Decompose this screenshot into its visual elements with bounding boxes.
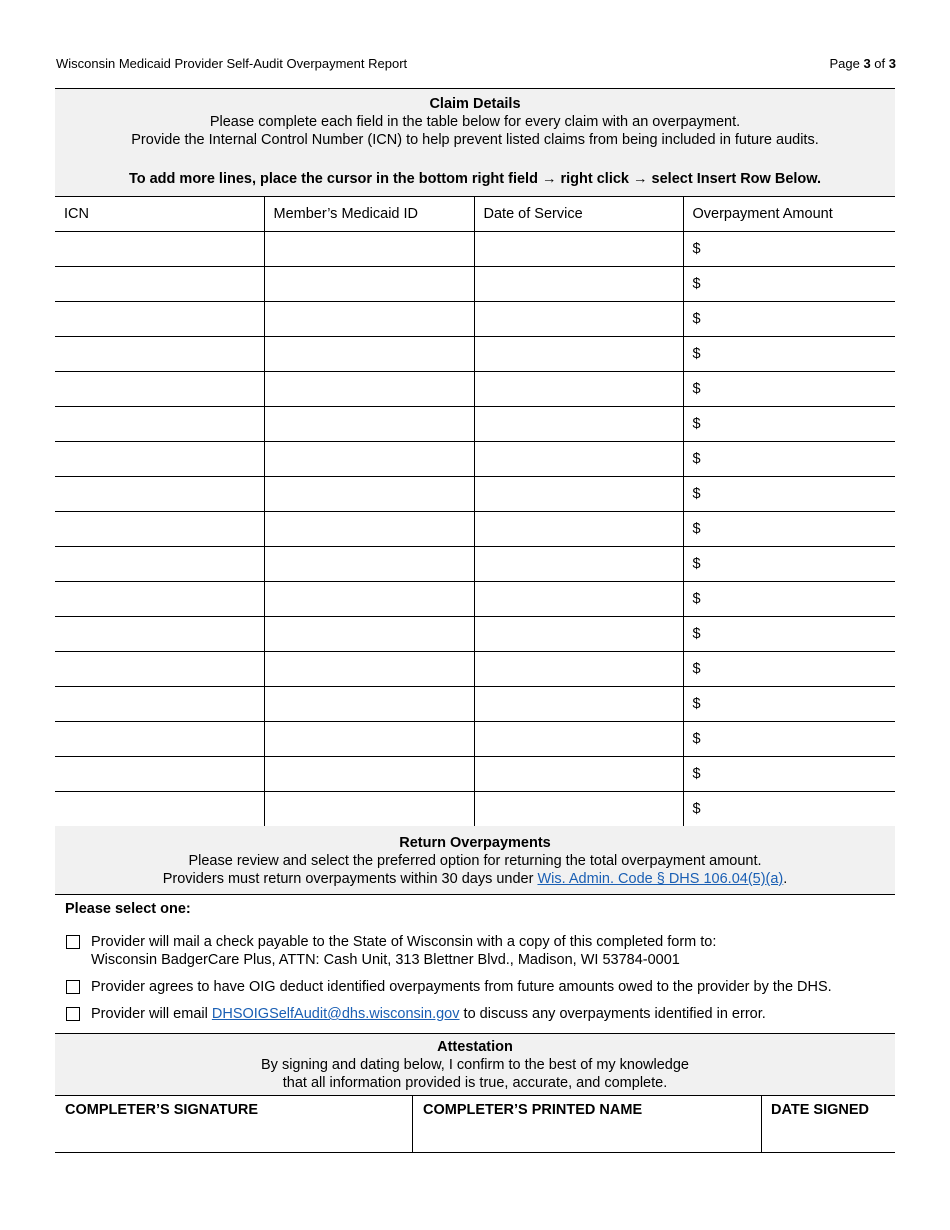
icn-cell[interactable] <box>55 512 264 547</box>
return-overpayments-line1: Please review and select the preferred option for returning the total overpayment amount. <box>188 853 762 869</box>
claim-details-line1: Please complete each field in the table below for every claim with an overpayment. <box>209 114 741 130</box>
mail-check-line1: Provider will mail a check payable to the State of Wisconsin with a copy of this completed form to: <box>91 934 717 950</box>
email-text <box>91 1005 766 1023</box>
overpayment-amount-cell[interactable] <box>683 512 895 547</box>
date-of-service-cell[interactable] <box>474 407 683 442</box>
table-row <box>55 232 895 267</box>
column-header-member-id: Member’s Medicaid ID <box>264 197 474 232</box>
member-id-cell[interactable] <box>264 442 474 477</box>
overpayment-amount-cell[interactable] <box>683 792 895 827</box>
member-id-cell[interactable] <box>264 337 474 372</box>
date-of-service-cell[interactable] <box>474 232 683 267</box>
date-of-service-cell[interactable] <box>474 477 683 512</box>
currency-symbol: $ <box>692 346 701 362</box>
mail-check-checkbox[interactable] <box>66 935 80 949</box>
icn-cell[interactable] <box>55 477 264 512</box>
overpayment-amount-cell[interactable] <box>683 582 895 617</box>
email-checkbox[interactable] <box>66 1007 80 1021</box>
page-number <box>829 56 896 71</box>
table-row <box>55 617 895 652</box>
page-total: 3 <box>888 56 896 71</box>
attestation-section <box>55 1034 895 1096</box>
overpayment-amount-cell[interactable] <box>683 302 895 337</box>
date-of-service-cell[interactable] <box>474 442 683 477</box>
currency-symbol: $ <box>692 381 701 397</box>
date-of-service-cell[interactable] <box>474 337 683 372</box>
date-of-service-cell[interactable] <box>474 512 683 547</box>
overpayment-amount-cell[interactable] <box>683 547 895 582</box>
table-row <box>55 267 895 302</box>
date-of-service-cell[interactable] <box>474 372 683 407</box>
table-row <box>55 372 895 407</box>
member-id-cell[interactable] <box>264 652 474 687</box>
overpayment-amount-cell[interactable] <box>683 652 895 687</box>
page-of: of <box>874 56 886 71</box>
attestation-line1: By signing and dating below, I confirm to the best of my knowledge <box>261 1057 689 1073</box>
overpayment-amount-cell[interactable] <box>683 232 895 267</box>
signature-label: COMPLETER’S SIGNATURE <box>65 1102 259 1118</box>
oig-deduct-checkbox[interactable] <box>66 980 80 994</box>
icn-cell[interactable] <box>55 652 264 687</box>
icn-cell[interactable] <box>55 687 264 722</box>
icn-cell[interactable] <box>55 792 264 827</box>
email-prefix: Provider will email <box>91 1006 212 1022</box>
member-id-cell[interactable] <box>264 302 474 337</box>
mail-check-line2: Wisconsin BadgerCare Plus, ATTN: Cash Unit, 313 Blettner Blvd., Madison, WI 53784-0001 <box>91 952 680 968</box>
member-id-cell[interactable] <box>264 757 474 792</box>
table-row <box>55 582 895 617</box>
attestation-title: Attestation <box>437 1039 513 1055</box>
return-overpayments-line2-prefix: Providers must return overpayments within 30 days under <box>162 871 538 887</box>
member-id-cell[interactable] <box>264 512 474 547</box>
overpayment-amount-cell[interactable] <box>683 757 895 792</box>
date-of-service-cell[interactable] <box>474 687 683 722</box>
return-overpayments-line2-suffix: . <box>783 871 788 887</box>
email-suffix: to discuss any overpayments identified in error. <box>459 1006 766 1022</box>
signature-field[interactable] <box>55 1096 412 1152</box>
table-row <box>55 407 895 442</box>
column-header-date-of-service: Date of Service <box>474 197 683 232</box>
member-id-cell[interactable] <box>264 267 474 302</box>
select-one-label: Please select one: <box>65 901 191 917</box>
table-row <box>55 652 895 687</box>
overpayment-amount-cell[interactable] <box>683 687 895 722</box>
dhs-code-link[interactable]: Wis. Admin. Code § DHS 106.04(5)(a) <box>537 871 784 887</box>
table-row <box>55 442 895 477</box>
claim-details-section <box>55 89 895 196</box>
email-link[interactable]: DHSOIGSelfAudit@dhs.wisconsin.gov <box>211 1006 460 1022</box>
date-of-service-cell[interactable] <box>474 547 683 582</box>
currency-symbol: $ <box>692 416 701 432</box>
oig-deduct-text: Provider agrees to have OIG deduct identified overpayments from future amounts owed to the provider by the DHS. <box>91 979 832 995</box>
currency-symbol: $ <box>692 661 701 677</box>
currency-symbol: $ <box>692 591 701 607</box>
date-of-service-cell[interactable] <box>474 302 683 337</box>
currency-symbol: $ <box>692 801 701 817</box>
overpayment-amount-cell[interactable] <box>683 722 895 757</box>
claim-details-instruction: To add more lines, place the cursor in the bottom right field → right click → select Insert Row Below. <box>128 171 822 187</box>
currency-symbol: $ <box>692 766 701 782</box>
claim-details-title: Claim Details <box>429 96 521 112</box>
icn-cell[interactable] <box>55 757 264 792</box>
icn-cell[interactable] <box>55 232 264 267</box>
member-id-cell[interactable] <box>264 547 474 582</box>
member-id-cell[interactable] <box>264 722 474 757</box>
currency-symbol: $ <box>692 311 701 327</box>
currency-symbol: $ <box>692 696 701 712</box>
currency-symbol: $ <box>692 556 701 572</box>
column-header-overpayment-amount: Overpayment Amount <box>683 197 895 232</box>
currency-symbol: $ <box>692 276 701 292</box>
member-id-cell[interactable] <box>264 792 474 827</box>
table-row <box>55 477 895 512</box>
icn-cell[interactable] <box>55 547 264 582</box>
currency-symbol: $ <box>692 241 701 257</box>
overpayment-amount-cell[interactable] <box>683 267 895 302</box>
return-overpayments-title: Return Overpayments <box>399 835 551 851</box>
column-header-icn: ICN <box>55 197 264 232</box>
overpayment-amount-cell[interactable] <box>683 337 895 372</box>
page-prefix: Page <box>829 56 860 71</box>
icn-cell[interactable] <box>55 337 264 372</box>
date-of-service-cell[interactable] <box>474 722 683 757</box>
claims-body <box>55 232 895 827</box>
icn-cell[interactable] <box>55 582 264 617</box>
document-title: Wisconsin Medicaid Provider Self-Audit Overpayment Report <box>56 56 408 71</box>
icn-cell[interactable] <box>55 372 264 407</box>
page-header <box>56 56 896 74</box>
table-row <box>55 757 895 792</box>
member-id-cell[interactable] <box>264 617 474 652</box>
icn-cell[interactable] <box>55 407 264 442</box>
table-row <box>55 792 895 827</box>
claims-header-row <box>55 197 895 232</box>
icn-cell[interactable] <box>55 267 264 302</box>
currency-symbol: $ <box>692 731 701 747</box>
currency-symbol: $ <box>692 451 701 467</box>
date-signed-field[interactable] <box>761 1096 895 1152</box>
member-id-cell[interactable] <box>264 477 474 512</box>
icn-cell[interactable] <box>55 617 264 652</box>
table-row <box>55 302 895 337</box>
date-signed-label: DATE SIGNED <box>771 1102 870 1118</box>
overpayment-amount-cell[interactable] <box>683 372 895 407</box>
overpayment-amount-cell[interactable] <box>683 617 895 652</box>
page-current: 3 <box>863 56 871 71</box>
printed-name-label: COMPLETER’S PRINTED NAME <box>423 1102 643 1118</box>
date-of-service-cell[interactable] <box>474 617 683 652</box>
overpayment-amount-cell[interactable] <box>683 407 895 442</box>
member-id-cell[interactable] <box>264 582 474 617</box>
table-row <box>55 512 895 547</box>
icn-cell[interactable] <box>55 442 264 477</box>
member-id-cell[interactable] <box>264 232 474 267</box>
icn-cell[interactable] <box>55 302 264 337</box>
overpayment-amount-cell[interactable] <box>683 477 895 512</box>
attestation-line2: that all information provided is true, accurate, and complete. <box>282 1075 668 1091</box>
currency-symbol: $ <box>692 486 701 502</box>
currency-symbol: $ <box>692 521 701 537</box>
date-of-service-cell[interactable] <box>474 757 683 792</box>
return-overpayments-section <box>55 826 895 895</box>
member-id-cell[interactable] <box>264 687 474 722</box>
currency-symbol: $ <box>692 626 701 642</box>
date-of-service-cell[interactable] <box>474 792 683 827</box>
signature-row <box>55 1096 895 1153</box>
claims-table <box>55 196 895 827</box>
table-row <box>55 687 895 722</box>
member-id-cell[interactable] <box>264 407 474 442</box>
table-row <box>55 547 895 582</box>
return-overpayments-line2 <box>55 870 895 888</box>
mail-check-text <box>91 933 716 969</box>
member-id-cell[interactable] <box>264 372 474 407</box>
date-of-service-cell[interactable] <box>474 267 683 302</box>
date-of-service-cell[interactable] <box>474 582 683 617</box>
table-row <box>55 722 895 757</box>
icn-cell[interactable] <box>55 722 264 757</box>
printed-name-field[interactable] <box>412 1096 761 1152</box>
date-of-service-cell[interactable] <box>474 652 683 687</box>
claim-details-line2: Provide the Internal Control Number (ICN) to help prevent listed claims from being included in future audits. <box>131 132 819 148</box>
overpayment-amount-cell[interactable] <box>683 442 895 477</box>
table-row <box>55 337 895 372</box>
